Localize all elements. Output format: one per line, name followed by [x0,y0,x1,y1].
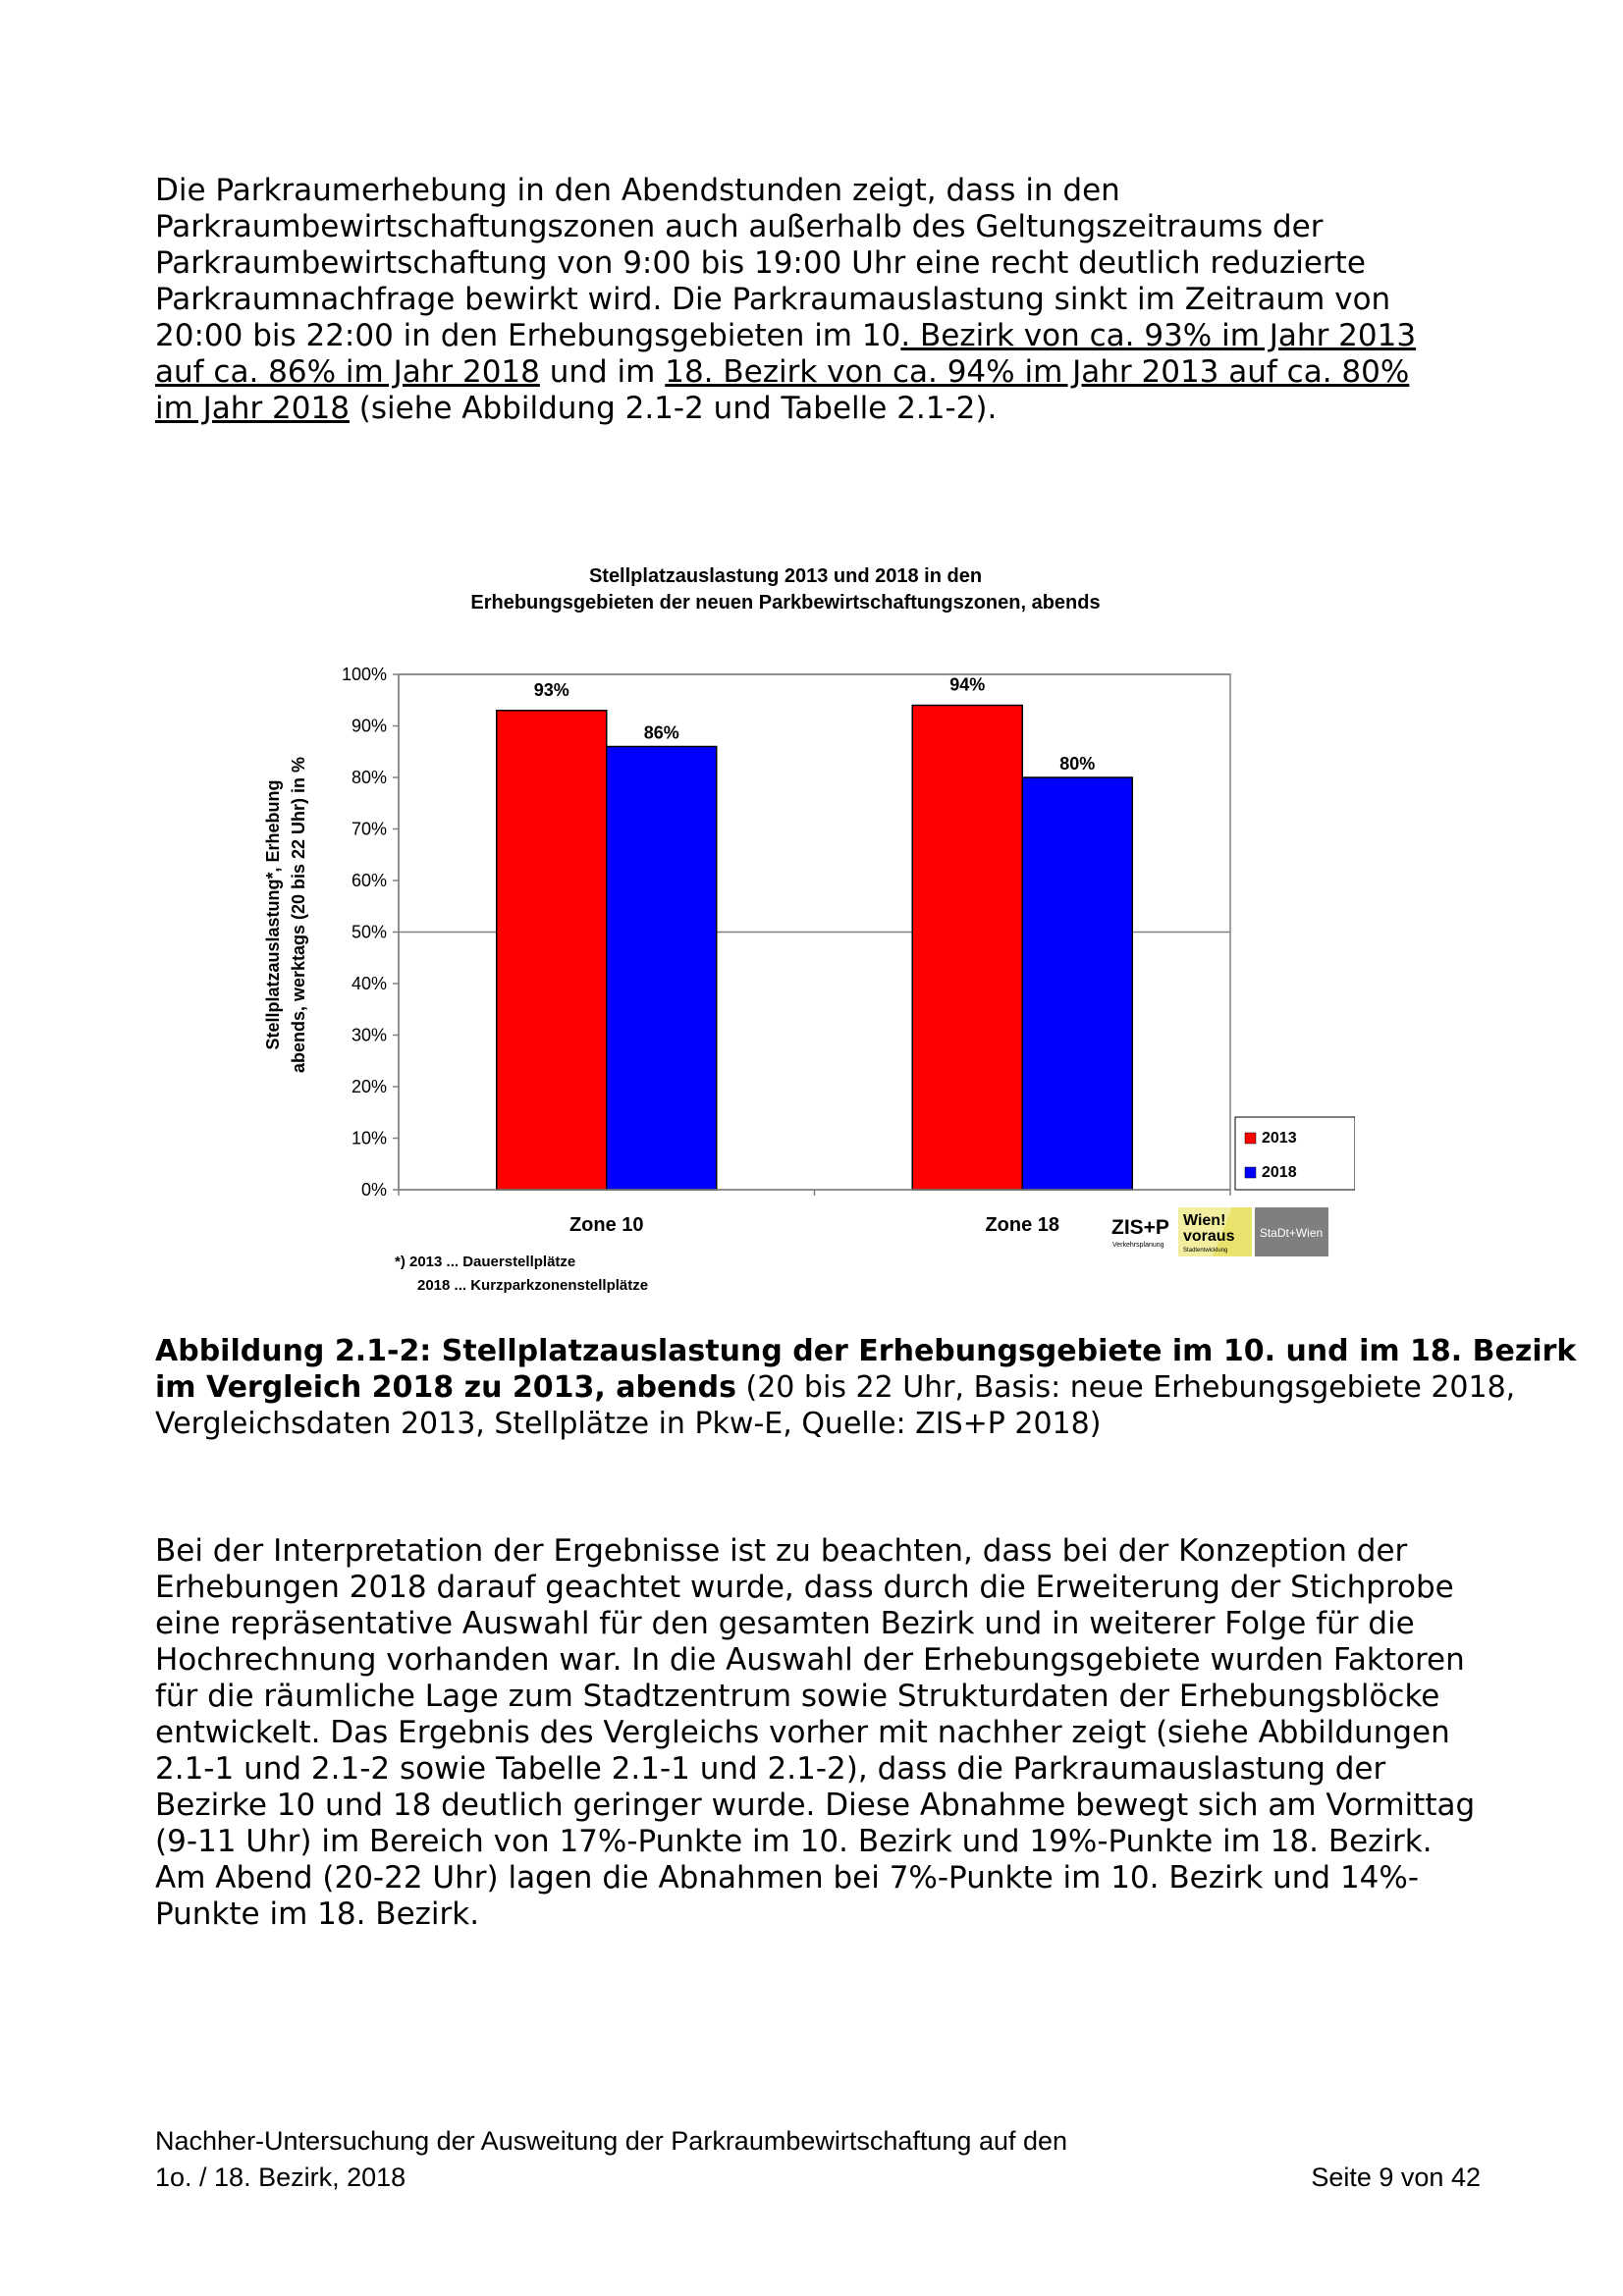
paragraph-interpretation [155,1533,1481,1933]
bar-2013-zone-18 [912,706,1022,1191]
logo-stadt-wien [1255,1207,1328,1256]
data-label: 86% [643,722,679,743]
caption-line [155,1333,1577,1369]
x-axis [399,1190,1230,1236]
y-tick-label: 100% [341,665,387,684]
caption-line [155,1369,1516,1406]
caption-bold: im Vergleich 2018 zu 2013, abends [155,1370,736,1405]
paragraph-evening-survey [155,173,1481,427]
underlined-text: . Bezirk von ca. 93% im Jahr 2013 [900,318,1417,353]
footnote-line1: *) 2013 ... Dauerstellplätze [395,1254,576,1270]
y-tick-label: 20% [351,1077,387,1096]
text-line: Bezirke 10 und 18 deutlich geringer wurde. Diese Abnahme bewegt sich am Vormittag [155,1788,1476,1823]
underlined-text: auf ca. 86% im Jahr 2018 [155,354,540,390]
text-line: (9-11 Uhr) im Bereich von 17%-Punkte im 10. Bezirk und 19%-Punkte im 18. Bezirk. [155,1824,1433,1859]
text-line [155,391,1481,427]
text-segment: und im [539,354,666,390]
bar-2018-zone-18 [1022,777,1132,1190]
legend-swatch-2013 [1245,1133,1256,1144]
legend-label-2013: 2013 [1262,1130,1297,1147]
y-tick-label: 0% [360,1180,387,1200]
page-footer [155,2123,1481,2196]
logo-zisp-text: ZIS+P [1111,1216,1169,1239]
chart-title-line2: Erhebungsgebieten der neuen Parkbewirtschaftungszonen, abends [470,592,1101,614]
footer-line2: 1o. / 18. Bezirk, 2018 [155,2163,406,2192]
y-tick-label: 40% [351,974,387,993]
legend-label-2018: 2018 [1262,1164,1297,1181]
data-label: 94% [949,674,986,695]
underlined-text: im Jahr 2018 [155,391,350,426]
bar-chart [236,550,1355,1306]
footer-line1: Nachher-Untersuchung der Ausweitung der Parkraumbewirtschaftung auf den [155,2126,1068,2156]
logo-zisp [1111,1216,1169,1249]
data-label: 80% [1059,754,1096,774]
logo-wien-subtext: Stadtentwicklung [1183,1248,1228,1254]
text-line [155,354,1481,391]
text-line [155,318,1481,354]
figure-caption [155,1333,1577,1442]
text-line: Erhebungen 2018 darauf geachtet wurde, dass durch die Erweiterung der Stichprobe [155,1570,1454,1605]
y-tick-label: 70% [351,819,387,839]
text-line: Parkraumbewirtschaftung von 9:00 bis 19:00 Uhr eine recht deutlich reduzierte [155,245,1366,281]
text-line: Hochrechnung vorhanden war. In die Auswahl der Erhebungsgebiete wurden Faktoren [155,1642,1465,1678]
caption-text: (20 bis 22 Uhr, Basis: neue Erhebungsgebiete 2018, [735,1370,1516,1405]
text-line: Bei der Interpretation der Ergebnisse ist zu beachten, dass bei der Konzeption der [155,1533,1408,1569]
y-axis [342,665,399,1200]
x-tick-label: Zone 10 [568,1214,644,1236]
logo-stadt-text: StaDt+Wien [1259,1226,1324,1240]
y-axis-label-line2: abends, werktags (20 bis 22 Uhr) in % [289,756,308,1074]
page-number: Seite 9 von 42 [1311,2163,1481,2192]
footnote-line2: 2018 ... Kurzparkzonenstellplätze [417,1277,649,1294]
text-line: für die räumliche Lage zum Stadtzentrum sowie Strukturdaten der Erhebungsblöcke [155,1679,1440,1714]
logo-zisp-subtext: Verkehrsplanung [1112,1242,1164,1249]
legend-swatch-2018 [1245,1167,1256,1178]
logo-wien-text-1: Wien! [1183,1212,1226,1229]
legend [1235,1117,1355,1190]
data-label: 93% [533,679,569,700]
bar-2018-zone-10 [607,747,717,1191]
chart-title-line1: Stellplatzauslastung 2013 und 2018 in den [588,565,983,587]
caption-bold: Abbildung 2.1-2: Stellplatzauslastung der Erhebungsgebiete im 10. und im 18. Bezirk [155,1334,1577,1368]
y-tick-label: 50% [351,922,387,942]
bar-2013-zone-10 [497,711,607,1190]
underlined-text: 18. Bezirk von ca. 94% im Jahr 2013 auf ca. 80% [665,354,1410,390]
logo-wien-voraus [1178,1207,1252,1256]
logo-wien-text-2: voraus [1183,1228,1235,1245]
text-line: Parkraumnachfrage bewirkt wird. Die Parkraumauslastung sinkt im Zeitraum von [155,282,1391,317]
text-segment: (siehe Abbildung 2.1-2 und Tabelle 2.1-2). [349,391,998,426]
y-tick-label: 10% [351,1128,387,1148]
y-tick-label: 80% [351,768,387,787]
y-tick-label: 30% [351,1025,387,1045]
caption-line: Vergleichsdaten 2013, Stellplätze in Pkw-E, Quelle: ZIS+P 2018) [155,1407,1102,1441]
y-tick-label: 60% [351,871,387,890]
text-line: Am Abend (20-22 Uhr) lagen die Abnahmen bei 7%-Punkte im 10. Bezirk und 14%- [155,1860,1420,1896]
text-line: 2.1-1 und 2.1-2 sowie Tabelle 2.1-1 und 2.1-2), dass die Parkraumauslastung der [155,1751,1386,1787]
text-line: Punkte im 18. Bezirk. [155,1896,480,1932]
x-tick-label: Zone 18 [985,1214,1060,1236]
y-axis-label-line1: Stellplatzauslastung*, Erhebung [263,779,283,1050]
text-line: Die Parkraumerhebung in den Abendstunden zeigt, dass in den [155,173,1120,208]
text-line: Parkraumbewirtschaftungszonen auch außerhalb des Geltungszeitraums der [155,209,1324,244]
text-segment: 20:00 bis 22:00 in den Erhebungsgebieten im 10 [155,318,901,353]
text-line: entwickelt. Das Ergebnis des Vergleichs vorher mit nachher zeigt (siehe Abbildungen [155,1715,1450,1750]
text-line: eine repräsentative Auswahl für den gesamten Bezirk und in weiterer Folge für die [155,1606,1415,1641]
y-tick-label: 90% [351,716,387,736]
